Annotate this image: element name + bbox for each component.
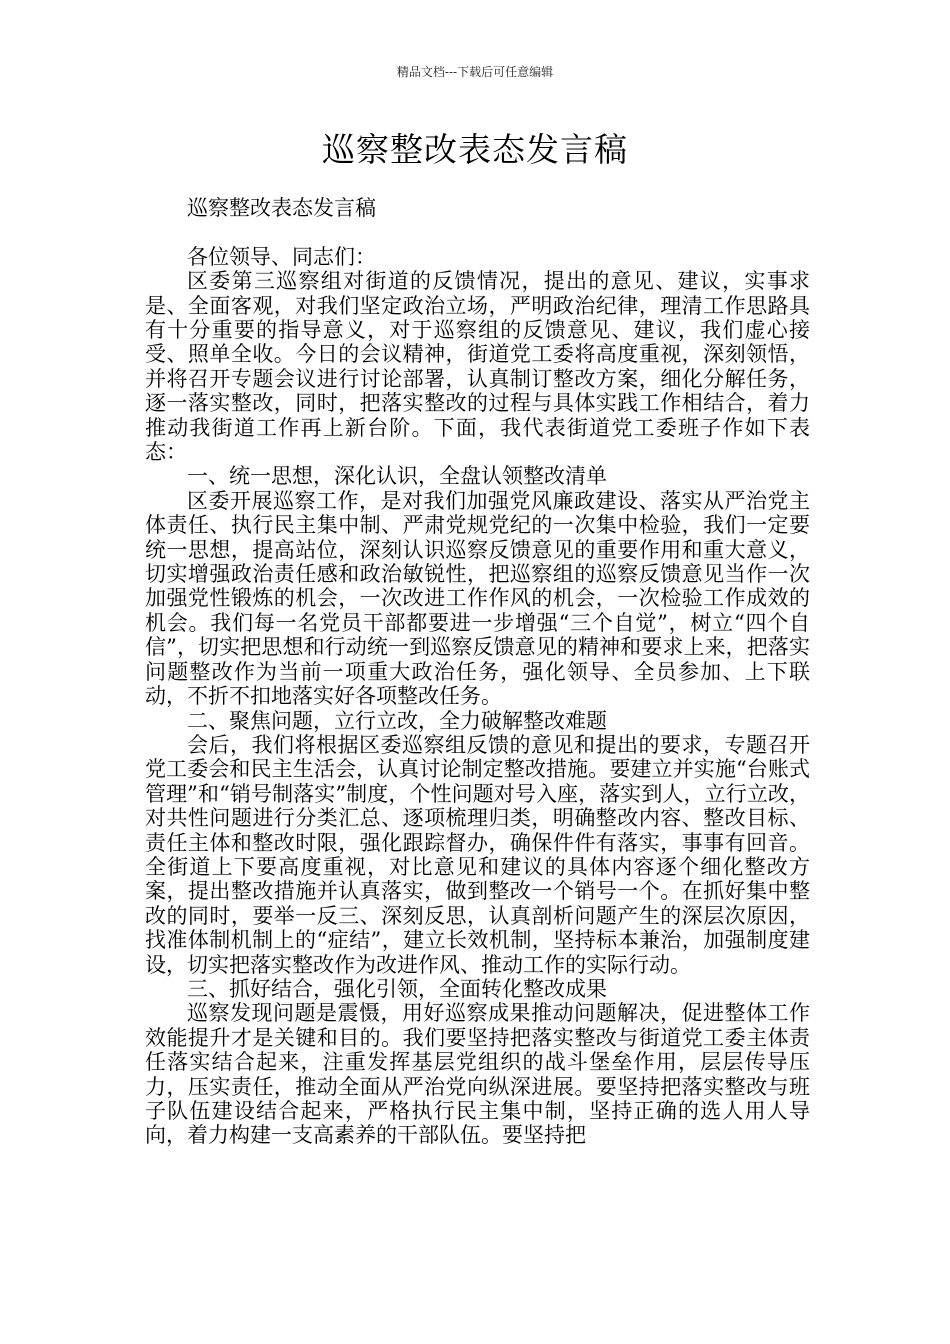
- section-heading: 三、抓好结合，强化引领，全面转化整改成果: [187, 976, 607, 1001]
- subtitle-paragraph: 巡察整改表态发言稿: [187, 196, 376, 220]
- document-body: [145, 196, 810, 1148]
- body-paragraph: 区委第三巡察组对街道的反馈情况，提出的意见、建议，实事求是、全面客观，对我们坚定政治立场，严明政治纪律，理清工作思路具有十分重要的指导意义，对于巡察组的反馈意见、建议，我们虚心接受、照单全收。今日的会议精神，街道党工委将高度重视，深刻领悟，并将召开专题会议进行讨论部署，认真制订整改方案，细化分解任务，逐一落实整改，同时，把落实整改的过程与具体实践工作相结合，着力推动我街道工作再上新台阶。下面，我代表街道党工委班子作如下表态：: [145, 269, 810, 465]
- header-note: 精品文档---下载后可任意编辑: [396, 65, 554, 79]
- document-title: 巡察整改表态发言稿: [322, 130, 628, 169]
- salutation-paragraph: 各位领导、同志们：: [187, 244, 376, 269]
- body-paragraph: 巡察发现问题是震慑，用好巡察成果推动问题解决，促进整体工作效能提升才是关键和目的。我们要坚持把落实整改与街道党工委主体责任落实结合起来，注重发挥基层党组织的战斗堡垒作用，层层传导压力，压实责任，推动全面从严治党向纵深进展。要坚持把落实整改与班子队伍建设结合起来，严格执行民主集中制，坚持正确的选人用人导向，着力构建一支高素养的干部队伍。要坚持把: [145, 1001, 810, 1148]
- body-paragraph: 会后，我们将根据区委巡察组反馈的意见和提出的要求，专题召开党工委会和民主生活会，认真讨论制定整改措施。要建立并实施“台账式管理”和“销号制落实”制度，个性问题对号入座，落实到人，立行立改，对共性问题进行分类汇总、逐项梳理归类，明确整改内容、整改目标、责任主体和整改时限，强化跟踪督办，确保件件有落实，事事有回音。全街道上下要高度重视，对比意见和建议的具体内容逐个细化整改方案，提出整改措施并认真落实，做到整改一个销号一个。在抓好集中整改的同时，要举一反三、深刻反思，认真剖析问题产生的深层次原因，找准体制机制上的“症结”，建立长效机制，坚持标本兼治，加强制度建设，切实把落实整改作为改进作风、推动工作的实际行动。: [145, 732, 810, 977]
- section-heading: 一、统一思想，深化认识，全盘认领整改清单: [187, 464, 607, 489]
- section-heading: 二、聚焦问题，立行立改，全力破解整改难题: [187, 708, 607, 733]
- body-paragraph: 区委开展巡察工作，是对我们加强党风廉政建设、落实从严治党主体责任、执行民主集中制、严肃党规党纪的一次集中检验，我们一定要统一思想，提高站位，深刻认识巡察反馈意见的重要作用和重大意义，切实增强政治责任感和政治敏锐性，把巡察组的巡察反馈意见当作一次加强党性锻炼的机会，一次改进工作作风的机会，一次检验工作成效的机会。我们每一名党员干部都要进一步增强“三个自觉”，树立“四个自信”，切实把思想和行动统一到巡察反馈意见的精神和要求上来，把落实问题整改作为当前一项重大政治任务，强化领导、全员参加、上下联动，不折不扣地落实好各项整改任务。: [145, 488, 810, 709]
